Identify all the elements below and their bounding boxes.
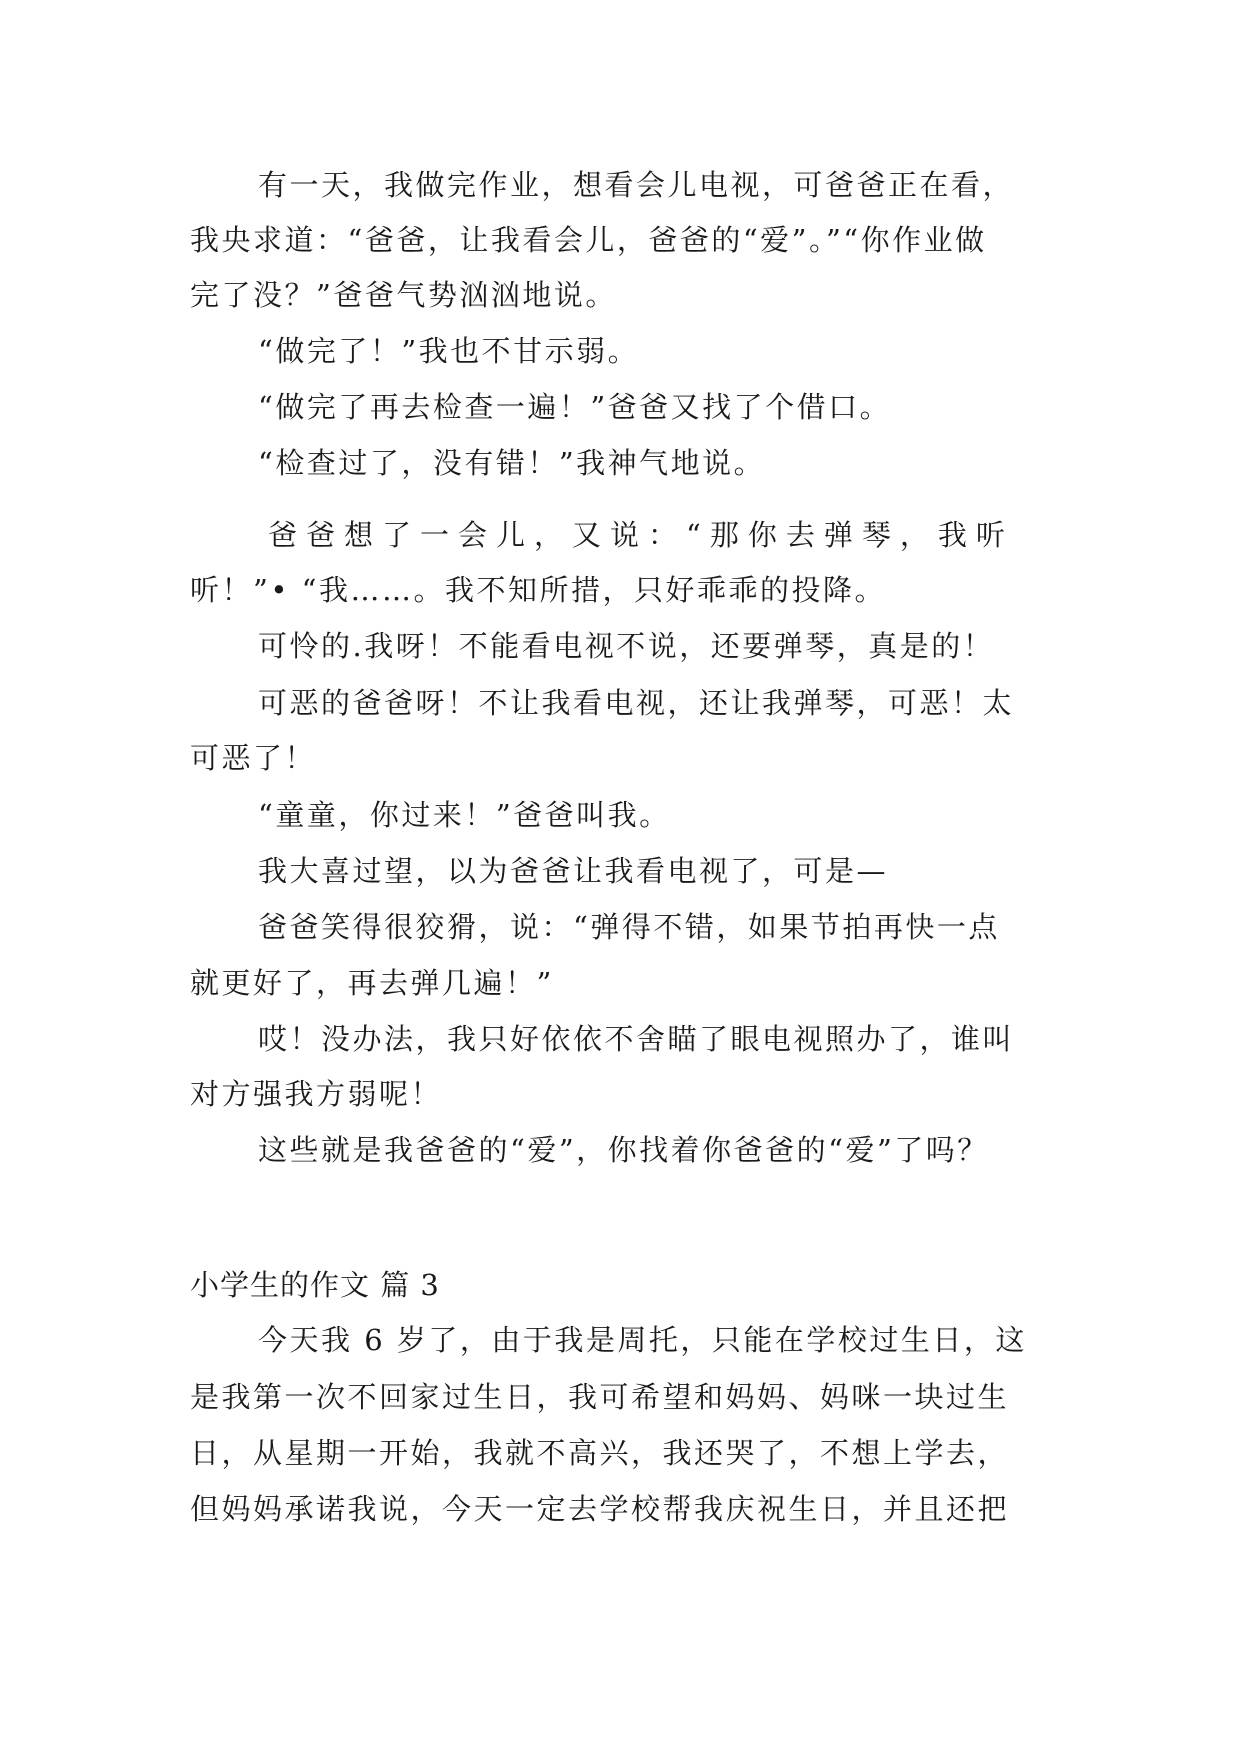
paragraph-line: 我央求道：“爸爸，让我看会儿，爸爸的“爱”。”“你作业做 xyxy=(190,223,987,257)
paragraph-line: 这些就是我爸爸的“爱”，你找着你爸爸的“爱”了吗？ xyxy=(258,1133,989,1167)
paragraph-line: 但妈妈承诺我说，今天一定去学校帮我庆祝生日，并且还把 xyxy=(190,1492,1010,1526)
paragraph-line: 对方强我方弱呢！ xyxy=(190,1077,443,1111)
paragraph-line: 爸爸笑得很狡猾，说：“弹得不错，如果节拍再快一点 xyxy=(258,910,1000,944)
paragraph-line: 可恶的爸爸呀！不让我看电视，还让我弹琴，可恶！太 xyxy=(258,686,1015,720)
paragraph-line: 就更好了，再去弹几遍！” xyxy=(190,966,554,1000)
paragraph-line: 我大喜过望，以为爸爸让我看电视了，可是— xyxy=(258,854,889,888)
paragraph-line: 可恶了！ xyxy=(190,741,317,775)
paragraph-line: 哎！没办法，我只好依依不舍瞄了眼电视照办了，谁叫 xyxy=(258,1022,1015,1056)
paragraph-line: “检查过了，没有错！”我神气地说。 xyxy=(258,446,766,480)
paragraph-line: “童童，你过来！”爸爸叫我。 xyxy=(258,798,671,832)
paragraph-line: 听！”• “我……。我不知所措，只好乖乖的投降。 xyxy=(190,573,886,607)
section-heading: 小学生的作文 篇 3 xyxy=(190,1268,440,1302)
paragraph-line: 完了没？”爸爸气势汹汹地说。 xyxy=(190,278,617,312)
paragraph-line: “做完了！”我也不甘示弱。 xyxy=(258,334,640,368)
paragraph-line: 可怜的.我呀！不能看电视不说，还要弹琴，真是的！ xyxy=(258,629,995,663)
paragraph-line: 日，从星期一开始，我就不高兴，我还哭了，不想上学去， xyxy=(190,1436,1010,1470)
paragraph-line: “做完了再去检查一遍！”爸爸又找了个借口。 xyxy=(258,390,892,424)
paragraph-line: 今天我 6 岁了，由于我是周托，只能在学校过生日，这 xyxy=(258,1323,1027,1357)
paragraph-line: 有一天，我做完作业，想看会儿电视，可爸爸正在看， xyxy=(258,168,1015,202)
paragraph-line: 是我第一次不回家过生日，我可希望和妈妈、妈咪一块过生 xyxy=(190,1380,1010,1414)
paragraph-line: 爸爸想了一会儿，又说：“那你去弹琴，我听 xyxy=(268,518,1014,552)
